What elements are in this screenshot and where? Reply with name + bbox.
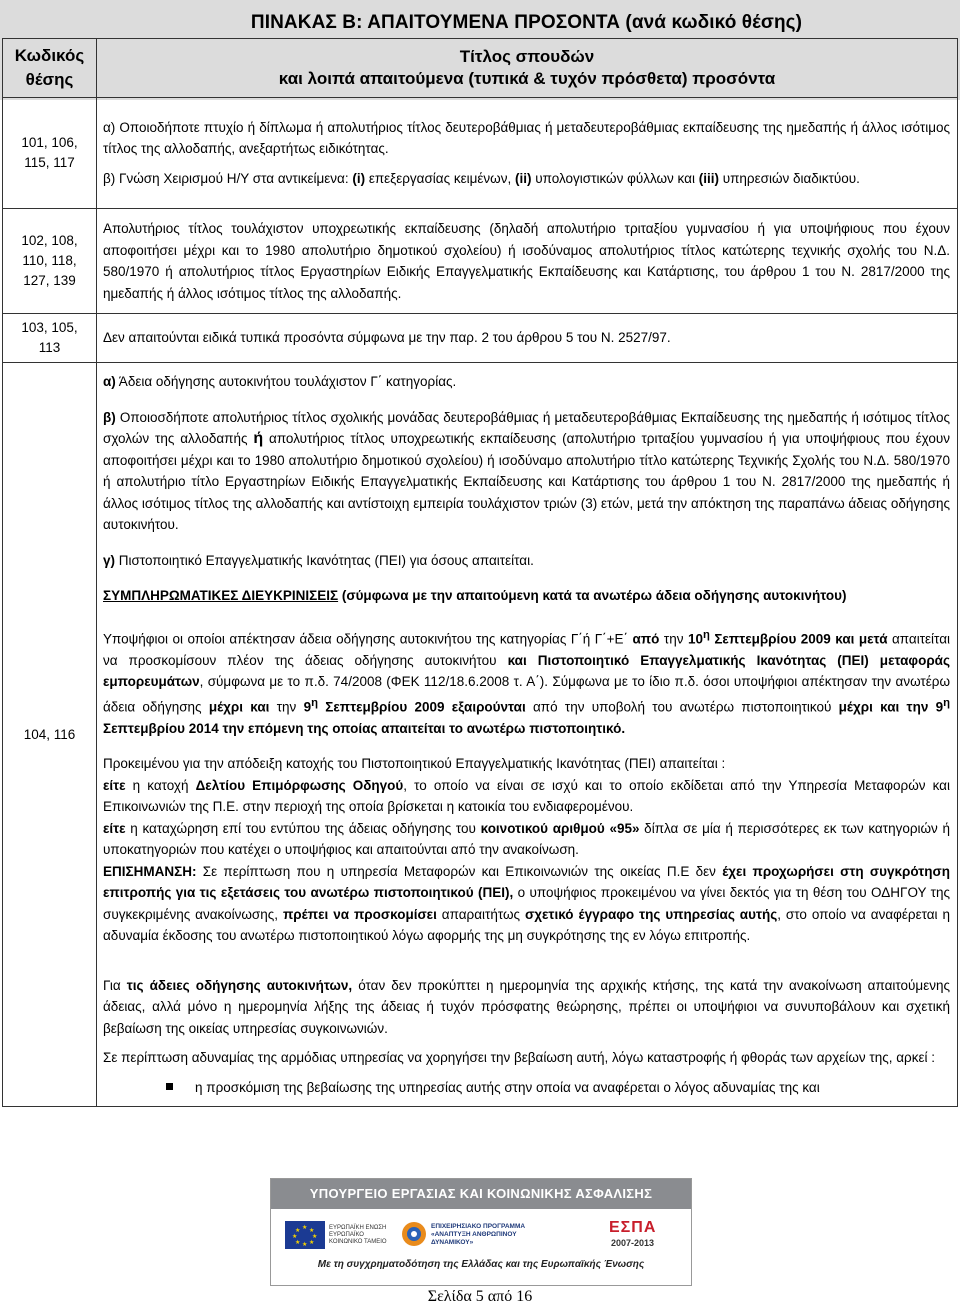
position-code-cell: 102, 108, 110, 118, 127, 139 xyxy=(3,209,97,314)
page-number: Σελίδα 5 από 16 xyxy=(427,1288,533,1305)
requirement-text: Δεν απαιτούνται ειδικά τυπικά προσόντα σύμφωνα με την παρ. 2 του άρθρου 5 του Ν. 2527/97. xyxy=(103,330,671,346)
requirements-table xyxy=(2,38,958,1107)
table-row-1 xyxy=(3,98,958,209)
ministry-name: ΥΠΟΥΡΓΕΙΟ ΕΡΓΑΣΙΑΣ ΚΑΙ ΚΟΙΝΩΝΙΚΗΣ ΑΣΦΑΛΙΣΗΣ xyxy=(271,1179,691,1209)
operational-program-icon xyxy=(401,1221,427,1247)
requirement-b: β) Οποιοσδήποτε απολυτήριος τίτλος σχολικής μονάδας δευτεροβάθμιας ή μεταδευτεροβάθμιας Εκπαίδευσης της ημεδαπής ή ισότιμος τίτλος σχολών της αλλοδαπής ή απολυτήριος τίτλος υποχρεωτικής εκπαίδευσης (απολυτήριο τριταξίου γυμνασίου ή για υποψήφιους που έχουν αποφοιτήσει μέχρι και το 1980 απολυτήριο δημοτικού σχολείου) ή ισοδύναμο απολυτήριο τίτλο κατώτερης Τεχνικής Σχολής του Ν.Δ. 580/1970 ή απολυτήριο τίτλο Εργαστηρίων Ειδικής Επαγγελματικής Εκπαίδευσης και Κατάρτισης του άρθρου 1 του Ν. 2817/2000 της ημεδαπής ή άλλος ισότιμος τίτλος της αλλοδαπής και αντίστοιχη εμπειρία τουλάχιστον τριών (3) ετών, μετά την απόκτηση της παραπάνω άδειας οδήγησης αυτοκινήτου. xyxy=(103,409,950,532)
espa-logo: ΕΣΠΑ 2007-2013 xyxy=(609,1219,657,1248)
program-logo-banner xyxy=(270,1178,692,1286)
supplementary-paragraph-4: είτε η καταχώρηση επί του εντύπου της άδειας οδήγησης του κοινοτικού αριθμού «95» δίπλα σε μία ή περισσότερες εκ των κατηγοριών ή υποκατηγοριών που κατέχει ο υποψήφιος και απαιτούνται από την ανακοίνωση. xyxy=(103,820,950,857)
supplementary-paragraph-2: Προκειμένου για την απόδειξη κατοχής του Πιστοποιητικού Επαγγελματικής Ικανότητας (ΠΕΙ) απαιτείται : xyxy=(103,756,726,771)
table-row-3 xyxy=(3,314,958,363)
header-qualifications: Τίτλος σπουδών και λοιπά απαιτούμενα (τυπικά & τυχόν πρόσθετα) προσόντα xyxy=(97,39,958,98)
qualifications-cell xyxy=(97,363,958,1107)
requirement-text: Απολυτήριος τίτλος τουλάχιστον υποχρεωτικής εκπαίδευσης (δηλαδή απολυτήριο τριταξίου γυμνασίου ή για υποψήφιους που έχουν αποφοιτήσει μέχρι και το 1980 απολυτήριο δημοτικού σχολείου) ή ισοδύναμος απολυτήριος τίτλος κατώτερης τεχνικής σχολής του Ν.Δ. 580/1970 ή απολυτήριος τίτλος Εργαστηρίων Ειδικής Επαγγελματικής Εκπαίδευσης και Κατάρτισης, του άρθρου 1 του Ν. 2817/2000 της ημεδαπής ή άλλος ισότιμος τίτλος της αλλοδαπής. xyxy=(103,221,950,301)
supplementary-paragraph-7: Σε περίπτωση αδυναμίας της αρμόδιας υπηρεσίας να χορηγήσει την βεβαίωση αυτή, λόγω καταστροφής ή φθοράς των αρχείων της, αρκεί : xyxy=(103,1050,935,1065)
cofinance-caption: Με τη συγχρηματοδότηση της Ελλάδας και της Ευρωπαϊκής Ένωσης xyxy=(317,1259,645,1270)
position-code-cell: 103, 105, 113 xyxy=(3,314,97,363)
square-bullet-icon xyxy=(166,1083,173,1090)
requirement-c: γ) Πιστοποιητικό Επαγγελματικής Ικανότητας (ΠΕΙ) για όσους απαιτείται. xyxy=(103,552,534,568)
supplementary-title: ΣΥΜΠΛΗΡΩΜΑΤΙΚΕΣ ΔΙΕΥΚΡΙΝΙΣΕΙΣ (σύμφωνα με την απαιτούμενη κατά τα ανωτέρω άδεια οδήγησης αυτοκινήτου) xyxy=(103,588,847,603)
table-title: ΠΙΝΑΚΑΣ Β: ΑΠΑΙΤΟΥΜΕΝΑ ΠΡΟΣΟΝΤΑ (ανά κωδικό θέσης) xyxy=(250,12,803,33)
operational-program-caption: ΕΠΙΧΕΙΡΗΣΙΑΚΟ ΠΡΟΓΡΑΜΜΑ «ΑΝΑΠΤΥΞΗ ΑΝΘΡΩΠΙΝΟΥ ΔΥΝΑΜΙΚΟΥ» xyxy=(431,1223,526,1246)
requirement-a: α) Οποιοδήποτε πτυχίο ή δίπλωμα ή απολυτήριος τίτλος δευτεροβάθμιας ή μεταδευτεροβάθμιας εκπαίδευσης της ημεδαπής ή άλλος ισότιμος τίτλος της αλλοδαπής, ανεξαρτήτως ειδικότητας. xyxy=(103,119,950,157)
requirement-a: α) Άδεια οδήγησης αυτοκινήτου τουλάχιστον Γ΄ κατηγορίας. xyxy=(103,374,457,389)
requirement-b: β) Γνώση Χειρισμού Η/Υ στα αντικείμενα: (i) επεξεργασίας κειμένων, (ii) υπολογιστικών φύλλων και (iii) υπηρεσιών διαδικτύου. xyxy=(103,170,860,186)
table-row-2 xyxy=(3,209,958,314)
table-header-row xyxy=(3,39,958,98)
table-row-4 xyxy=(3,363,958,1107)
eu-flag-icon: ★ ★ ★ ★ ★ ★ ★ ★ xyxy=(285,1221,325,1249)
bullet-item: η προσκόμιση της βεβαίωσης της υπηρεσίας αυτής στην οποία να αναφέρεται ο λόγος αδυναμίας της και xyxy=(103,1077,950,1099)
supplementary-note: ΕΠΙΣΗΜΑΝΣΗ: Σε περίπτωση που η υπηρεσία Μεταφορών και Επικοινωνιών της οικείας Π.Ε δεν έχει προχωρήσει στη συγκρότηση επιτροπής για τις εξετάσεις του ανωτέρω πιστοποιητικού (ΠΕΙ), ο υποψήφιος προκειμένου να γίνει δεκτός για τη θέση του ΟΔΗΓΟΥ της συγκεκριμένης ανακοίνωσης, πρέπει να προσκομίσει απαραιτήτως σχετικό έγγραφο της υπηρεσίας αυτής, στο οποίο να αναφέρεται η αδυναμία έκδοσης του ανωτέρω πιστοποιητικού λόγω αφορμής της μη συγκρότησης της εν λόγω επιτροπής. xyxy=(103,863,951,943)
header-position-code: Κωδικός θέσης xyxy=(3,39,97,98)
eu-caption: ΕΥΡΩΠΑΪΚΗ ΕΝΩΣΗ ΕΥΡΩΠΑΪΚΟ ΚΟΙΝΩΝΙΚΟ ΤΑΜΕΙΟ xyxy=(329,1225,387,1245)
qualifications-cell xyxy=(97,209,958,314)
position-code-cell: 101, 106, 115, 117 xyxy=(3,98,97,209)
qualifications-cell xyxy=(97,98,958,209)
qualifications-cell xyxy=(97,314,958,363)
position-code-cell: 104, 116 xyxy=(3,363,97,1107)
supplementary-paragraph-3: είτε η κατοχή Δελτίου Επιμόρφωσης Οδηγού, το οποίο να είναι σε ισχύ και το οποίο εκδίδεται από την Υπηρεσία Μεταφορών και Επικοινωνιών της Π.Ε. στην περιοχή της οποία βρίσκεται η κατοικία του ενδιαφερομένου. xyxy=(103,777,950,814)
supplementary-paragraph-6: Για τις άδειες οδήγησης αυτοκινήτων, όταν δεν προκύπτει η ημερομηνία της αρχικής κτήσης, της κατά την ανακοίνωση απαιτούμενης άδειας, αλλά μόνο η ημερομηνία λήξης της άδειας ή τυχόν πρόσφατης θεώρησης, πρέπει οι υποψήφιοι να συνυποβάλουν και σχετική βεβαίωση της οικείας υπηρεσίας συγκοινωνιών. xyxy=(103,977,950,1036)
supplementary-paragraph-1: Υποψήφιοι οι οποίοι απέκτησαν άδεια οδήγησης αυτοκινήτου της κατηγορίας Γ΄ή Γ΄+Ε΄ από την $10^\eta$ Σεπτεμβρίου 2009 και μετά απαιτείται να προσκομίσουν πλέον της άδειας οδήγησης αυτοκινήτου και Πιστοποιητικό Επαγγελματικής Ικανότητας (ΠΕΙ) μεταφοράς εμπορευμάτων, σύμφωνα με το π.δ. 74/2008 (ΦΕΚ 112/18.6.2008 τ. Α΄). Σύμφωνα με το ίδιο π.δ. όσοι υποψήφιοι απέκτησαν την ανωτέρω άδεια οδήγησης μέχρι και την $9^\eta$ Σεπτεμβρίου 2009 εξαιρούνται από την υποβολή του ανωτέρω πιστοποιητικού μέχρι και την $9^\eta$ Σεπτεμβρίου 2014 την επόμενη της οποίας απαιτείται το ανωτέρω πιστοποιητικό. xyxy=(103,628,950,736)
